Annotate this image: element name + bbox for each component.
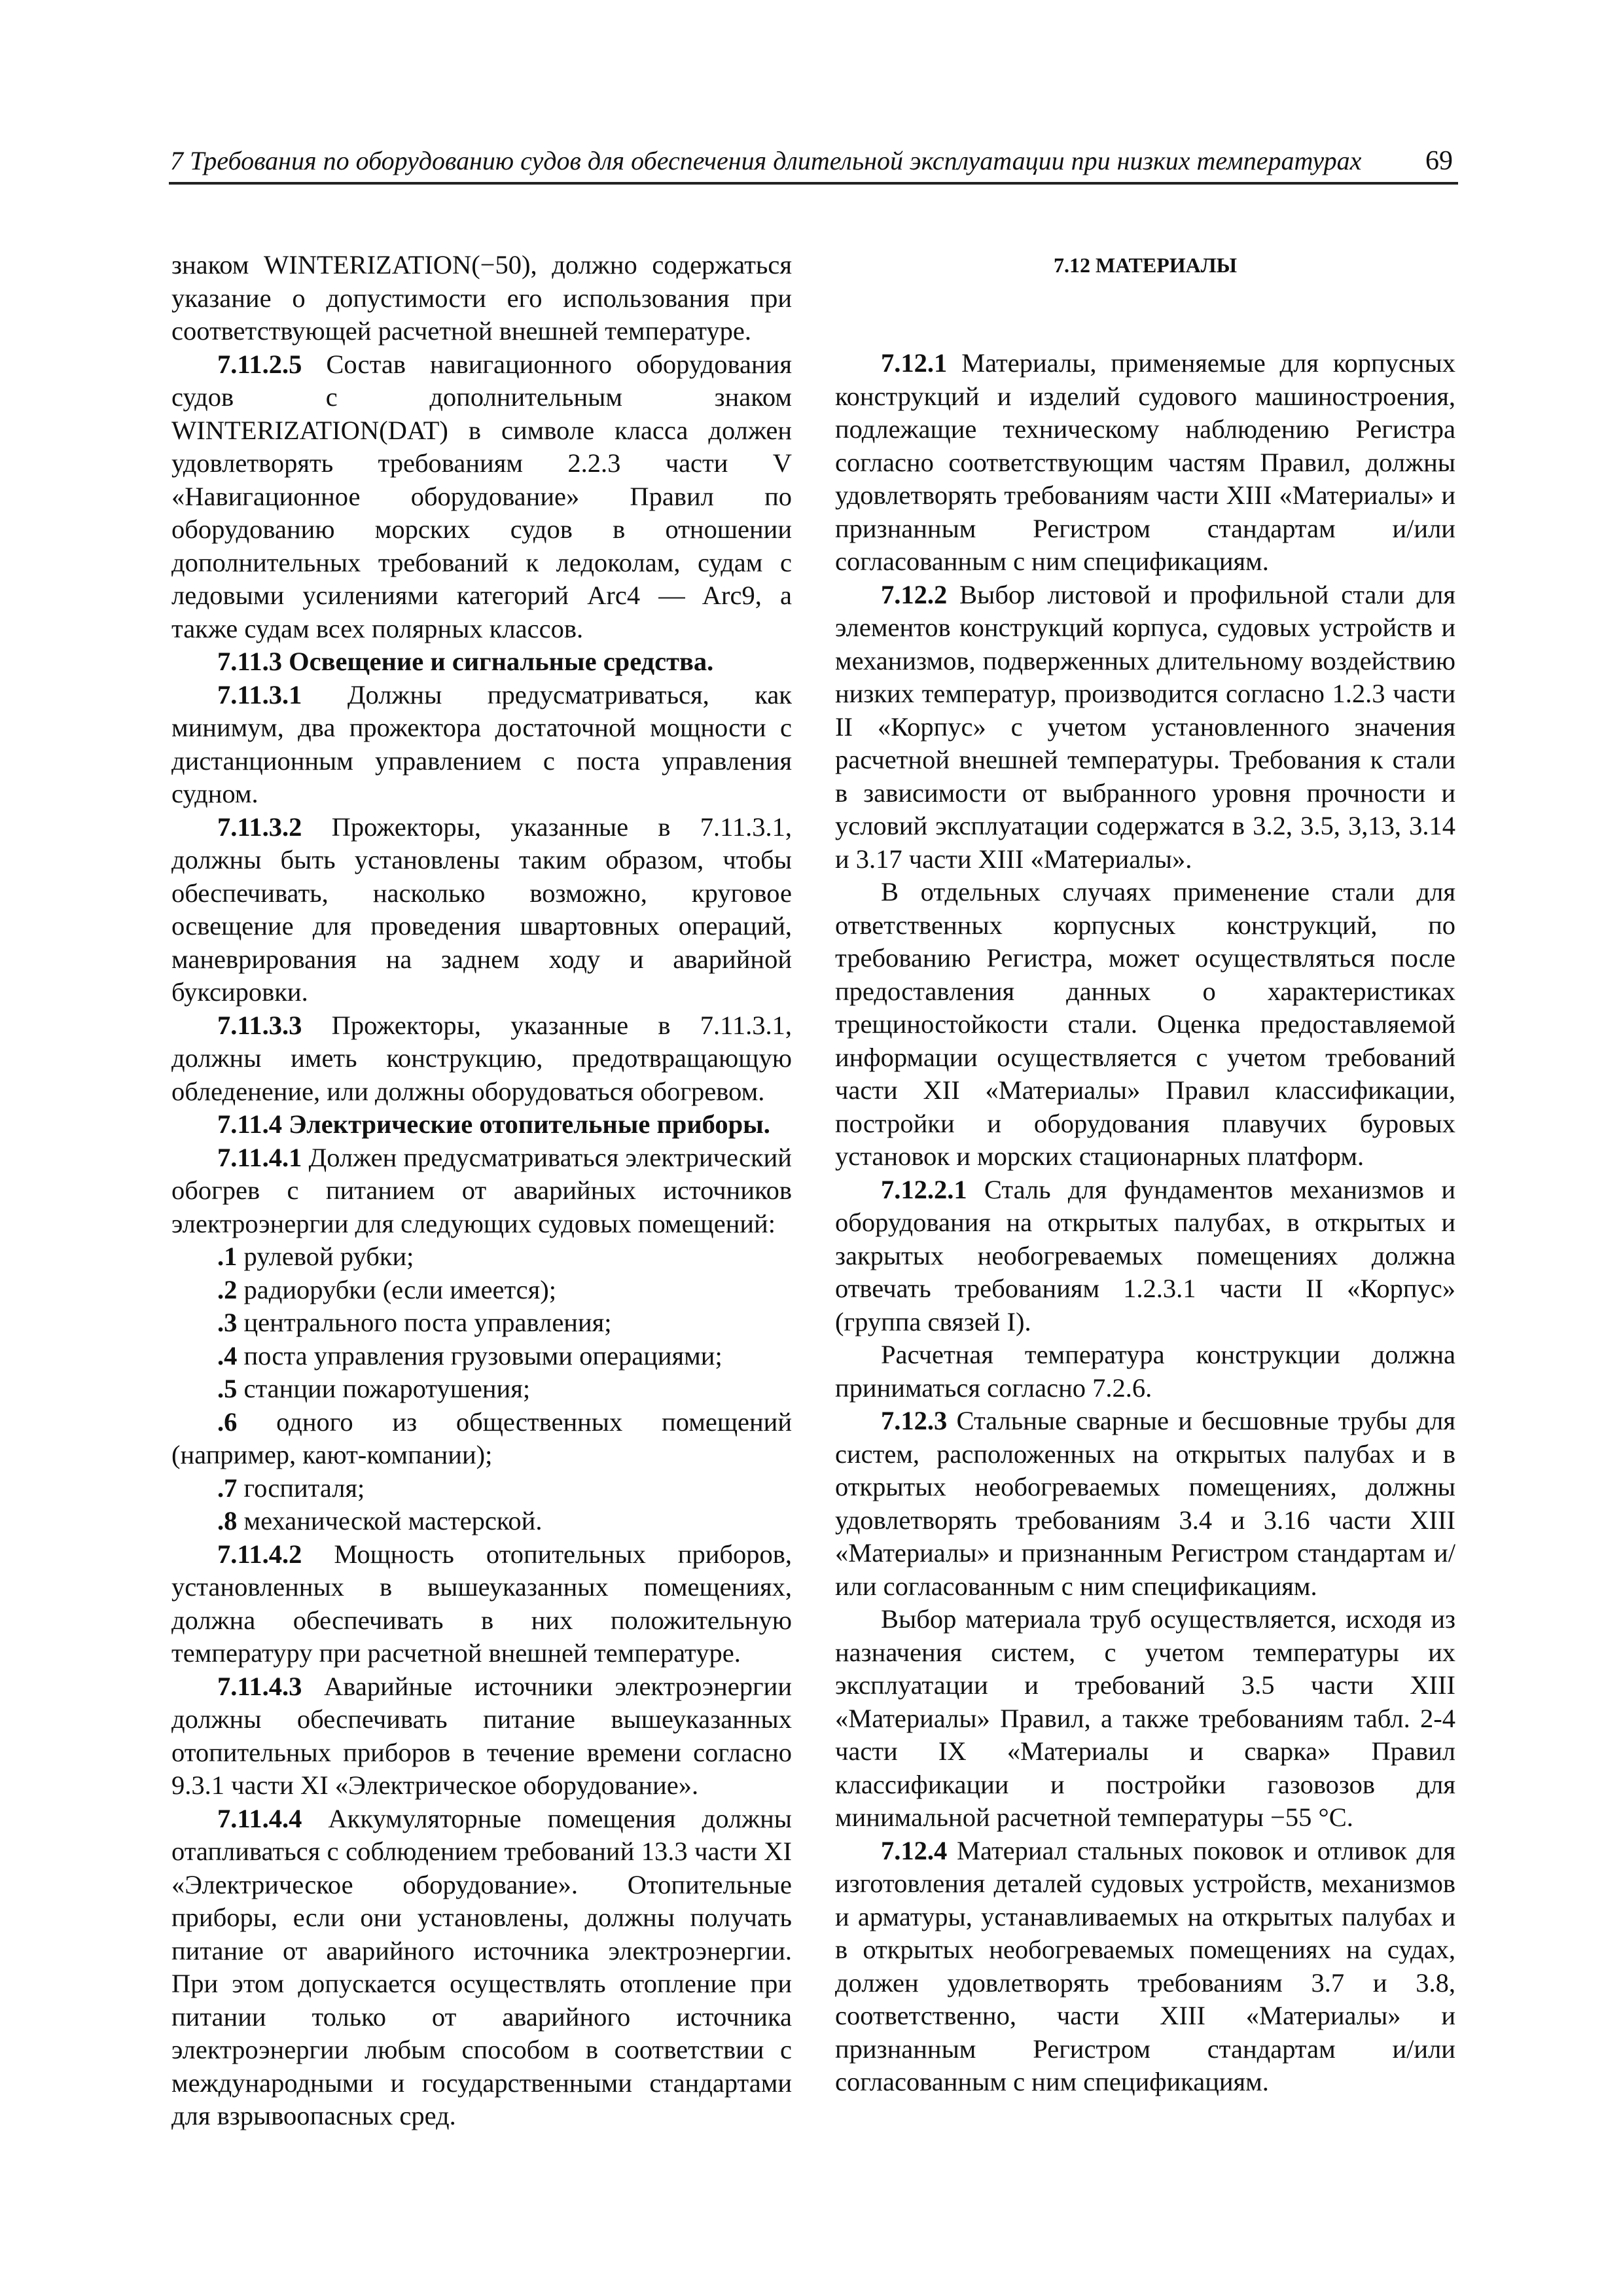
list-item: .5 станции пожаротушения;	[217, 1374, 531, 1403]
clause-text: Материалы, применяемые для корпусных конструкций и изделий судового машиностроения, подлежащие техническому наблюдению Регистра согласно соответствующим частям Правил, должны удовлетворять требованиям части XIII «Материалы» и признанным Регистром стандартам и/или согласованным с ним спецификациям.	[835, 348, 1455, 576]
clause-text: Состав навигационного оборудования судов с дополнительным знаком WINTERIZATION(DAT) в символе класса должен удовлетворять требованиям 2.2.3 части V «Навигационное оборудование» Правил по оборудованию морских судов в отношении дополнительных требований к ледоколам, судам с ледовыми усилениями категорий Arc4 — Arc9, а также судам всех полярных классов.	[171, 349, 792, 643]
paragraph	[835, 1405, 1455, 1603]
paragraph	[171, 1141, 792, 1241]
paragraph	[171, 348, 792, 646]
subsection-heading: 7.11.3 Освещение и сигнальные средства.	[217, 647, 714, 676]
clause-number: 7.12.3	[881, 1406, 948, 1435]
paragraph: знаком WINTERIZATION(−50), должно содержаться указание о допустимости его использования при соответствующей расчетной внешней температуре.	[171, 250, 792, 346]
clause-text: Материал стальных поковок и отливок для изготовления деталей судовых устройств, механизмов и арматуры, устанавливаемых на открытых палубах и в открытых необогреваемых помещениях на судах, должен удовлетворять требованиям 3.7 и 3.8, соответственно, части XIII «Материалы» и признанным Регистром стандартам и/или согласованным с ним спецификациям.	[835, 1835, 1455, 2096]
list-item: .7 госпиталя;	[217, 1473, 365, 1503]
clause-number: 7.12.2.1	[881, 1174, 967, 1204]
paragraph	[835, 347, 1455, 579]
clause-number: 7.11.3.3	[217, 1010, 302, 1040]
clause-text: Прожекторы, указанные в 7.11.3.1, должны быть установлены таким образом, чтобы обеспечивать, насколько возможно, круговое освещение для проведения швартовных операций, маневрирования на заднем ходу и аварийной буксировки.	[171, 812, 792, 1007]
paragraph	[835, 1835, 1455, 2099]
paragraph	[835, 1174, 1455, 1339]
list-item: .8 механической мастерской.	[217, 1506, 543, 1535]
clause-text: Стальные сварные и бесшовные трубы для систем, расположенных на открытых палубах и в открытых необогреваемых помещениях, должны удовлетворять требованиям 3.4 и 3.16 части XIII «Материалы» и признанным Регистром стандартам и/или согласованным с ним спецификациям.	[835, 1406, 1455, 1601]
subsection-heading: 7.11.4 Электрические отопительные приборы.	[217, 1109, 770, 1139]
paragraph: В отдельных случаях применение стали для ответственных корпусных конструкций, по требованию Регистра, может осуществляться после предоставления данных о характеристиках трещиностойкости стали. Оценка предоставляемой информации осуществляется с учетом требований части XII «Материалы» Правил классификации, постройки и оборудования плавучих буровых установок и морских стационарных платформ.	[835, 877, 1455, 1171]
clause-number: 7.12.2	[881, 579, 948, 609]
paragraph: Расчетная температура конструкции должна приниматься согласно 7.2.6.	[835, 1340, 1455, 1403]
clause-number: 7.11.4.4	[217, 1803, 302, 1833]
clause-number: 7.11.3.2	[217, 812, 302, 842]
running-header	[169, 143, 1458, 185]
clause-text: Должен предусматриваться электрический обогрев с питанием от аварийных источников электроэнергии для следующих судовых помещений:	[171, 1142, 792, 1238]
list-item: .2 радиорубки (если имеется);	[217, 1274, 557, 1304]
paragraph	[171, 1009, 792, 1109]
clause-text: Мощность отопительных приборов, установленных в вышеуказанных помещениях, должна обеспечивать в них положительную температуру при расчетной внешней температуре.	[171, 1539, 792, 1668]
clause-number: 7.12.1	[881, 348, 948, 378]
paragraph	[171, 1538, 792, 1670]
clause-number: 7.12.4	[881, 1835, 948, 1865]
clause-text: Аккумуляторные помещения должны отапливаться с соблюдением требований 13.3 части XI «Электрическое оборудование». Отопительные приборы, если они установлены, должны получать питание от аварийного источника электроэнергии. При этом допускается осуществлять отопление при питании только от аварийного источника электроэнергии любым способом в соответствии с международными и государственными стандартами для взрывоопасных сред.	[171, 1803, 792, 2130]
clause-text: Должны предусматриваться, как минимум, два прожектора достаточной мощности с дистанционным управлением с поста управления судном.	[171, 679, 792, 808]
clause-number: 7.11.2.5	[217, 349, 302, 379]
section-title: 7.12 МАТЕРИАЛЫ	[1054, 253, 1237, 277]
clause-text: Выбор листовой и профильной стали для элементов конструкций корпуса, судовых устройств и механизмов, подверженных длительному воздействию низких температур, производится согласно 1.2.3 части II «Корпус» с учетом установленного значения расчетной внешней температуры. Требования к стали в зависимости от выбранного уровня прочности и условий эксплуатации содержатся в 3.2, 3.5, 3,13, 3.14 и 3.17 части XIII «Материалы».	[835, 579, 1455, 874]
clause-text: Сталь для фундаментов механизмов и оборудования на открытых палубах, в открытых и закрытых необогреваемых помещениях должна отвечать требованиям 1.2.3.1 части II «Корпус» (группа связей I).	[835, 1174, 1455, 1336]
list-item: .6 одного из общественных помещений (например, кают-компании);	[171, 1407, 792, 1469]
right-column	[835, 249, 1455, 2099]
clause-number: 7.11.4.2	[217, 1539, 302, 1569]
clause-number: 7.11.4.1	[217, 1142, 302, 1172]
paragraph	[171, 679, 792, 811]
list-item: .3 центрального поста управления;	[217, 1308, 612, 1337]
list-item: .1 рулевой рубки;	[217, 1242, 414, 1271]
clause-number: 7.11.3.1	[217, 679, 302, 709]
paragraph	[171, 1670, 792, 1803]
paragraph: Выбор материала труб осуществляется, исходя из назначения систем, с учетом температуры их эксплуатации и требований 3.5 части XIII «Материалы» Правил, а также требованиям табл. 2-4 части IX «Материалы и сварка» Правил классификации и постройки газовозов для минимальной расчетной температуры −55 °С.	[835, 1604, 1455, 1832]
paragraph	[171, 811, 792, 1009]
paragraph	[835, 579, 1455, 876]
left-column	[171, 249, 792, 2133]
paragraph	[171, 1803, 792, 2133]
header-title: 7 Требования по оборудованию судов для обеспечения длительной эксплуатации при низких температурах	[170, 146, 1362, 175]
clause-number: 7.11.4.3	[217, 1671, 302, 1701]
clause-text: Прожекторы, указанные в 7.11.3.1, должны иметь конструкцию, предотвращающую обледенение, или должны оборудоваться обогревом.	[171, 1010, 792, 1106]
page-number: 69	[1425, 146, 1453, 176]
list-item: .4 поста управления грузовыми операциями;	[217, 1340, 722, 1371]
clause-text: Аварийные источники электроэнергии должны обеспечивать питание вышеуказанных отопительных приборов в течение времени согласно 9.3.1 части XI «Электрическое оборудование».	[171, 1671, 792, 1800]
